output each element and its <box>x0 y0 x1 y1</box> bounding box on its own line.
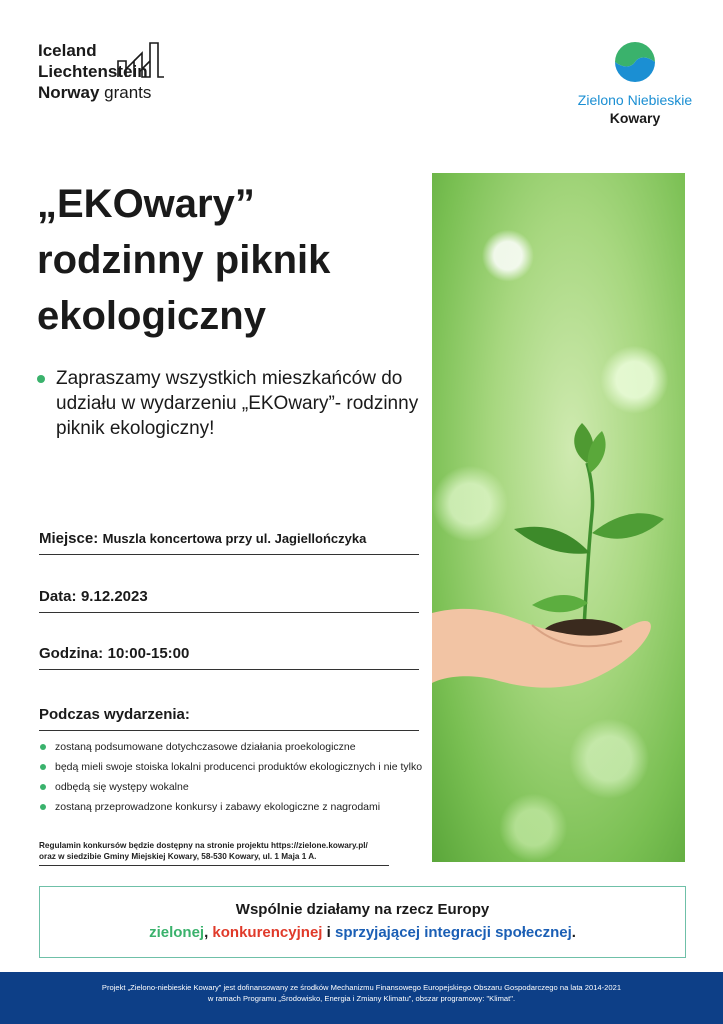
footer-line-2: w ramach Programu „Środowisko, Energia i Zmiany Klimatu”, obszar programowy: "Klimat". <box>207 994 516 1003</box>
eea-logo-line-norway <box>38 82 178 103</box>
activity-text: zostaną podsumowane dotychczasowe działania proekologiczne <box>55 741 356 753</box>
title-line-2: rodzinny piknik <box>37 238 331 282</box>
eea-logo-grants: grants <box>104 83 152 102</box>
activity-text: będą mieli swoje stoiska lokalni producenci produktów ekologicznych i nie tylko <box>55 761 423 773</box>
seedling-illustration <box>432 173 685 862</box>
activity-text: odbędą się występy wokalne <box>55 781 189 793</box>
slogan-word-red: konkurencyjnej <box>212 924 323 941</box>
hour-label: Godzina: <box>39 645 104 662</box>
hour-value: 10:00-15:00 <box>107 645 190 662</box>
list-item <box>40 777 430 797</box>
place-row <box>39 530 419 555</box>
eea-logo-norway: Norway <box>38 83 100 102</box>
slogan-line-1: Wspólnie działamy na rzecz Europy <box>235 901 490 918</box>
intro <box>37 366 432 441</box>
activity-text: zostaną przeprowadzone konkursy i zabawy ekologiczne z nagrodami <box>55 801 381 813</box>
title-line-1: „EKOwary” <box>37 182 255 226</box>
slogan-word-blue: sprzyjającej integracji społecznej <box>334 924 572 941</box>
date-label: Data: <box>39 588 77 605</box>
seedling-in-hand-photo <box>432 173 685 862</box>
intro-text: Zapraszamy wszystkich mieszkańców do udziału w wydarzeniu „EKOwary”- rodzinny piknik ekologiczny! <box>56 368 419 439</box>
bullet-dot-icon <box>37 375 45 383</box>
date-row <box>39 588 419 613</box>
bullet-dot-icon <box>40 744 46 750</box>
bullet-dot-icon <box>40 764 46 770</box>
footer-line-1: Projekt „Zielono-niebieskie Kowary” jest dofinansowany ze środków Mechanizmu Finansowego Europejskiego Obszaru Gospodarczego na lata 2014-2021 <box>101 983 622 992</box>
partner-name: Zielono Niebieskie <box>577 92 693 108</box>
place-value: Muszla koncertowa przy ul. Jagiellończyka <box>102 531 367 546</box>
slogan-separator-1: , <box>204 924 213 941</box>
place-label: Miejsce: <box>39 530 99 547</box>
zielono-niebieskie-logo <box>575 40 695 126</box>
zielono-niebieskie-icon <box>613 40 657 84</box>
rules-note-line-2: oraz w siedzibie Gminy Miejskiej Kowary, 58-530 Kowary, ul. 1 Maja 1 A. <box>39 852 317 861</box>
list-item <box>40 737 430 757</box>
rules-note-line-1: Regulamin konkursów będzie dostępny na stronie projektu https://zielone.kowary.pl/ <box>39 841 368 850</box>
bullet-dot-icon <box>40 804 46 810</box>
bullet-dot-icon <box>40 784 46 790</box>
activities-list <box>40 737 430 817</box>
date-value: 9.12.2023 <box>80 588 148 605</box>
eea-grants-logo <box>38 40 178 103</box>
funding-footer <box>0 972 723 1024</box>
during-heading-row <box>39 706 419 731</box>
slogan-box <box>39 886 686 958</box>
slogan-word-green: zielonej <box>149 924 205 941</box>
slogan-separator-2: i <box>322 924 335 941</box>
list-item <box>40 757 430 777</box>
eea-grants-icon <box>116 41 166 79</box>
page-title <box>37 176 417 344</box>
slogan-end: . <box>571 924 576 941</box>
during-heading: Podczas wydarzenia: <box>39 706 190 723</box>
rules-note <box>39 840 389 866</box>
slogan-line-2 <box>40 924 685 941</box>
title-line-3: ekologiczny <box>37 294 266 338</box>
eea-logo-line-liechtenstein: Liechtenstein <box>38 62 148 81</box>
eea-logo-line-iceland: Iceland <box>38 41 97 60</box>
partner-city: Kowary <box>609 110 661 126</box>
hour-row <box>39 645 419 670</box>
list-item <box>40 797 430 817</box>
